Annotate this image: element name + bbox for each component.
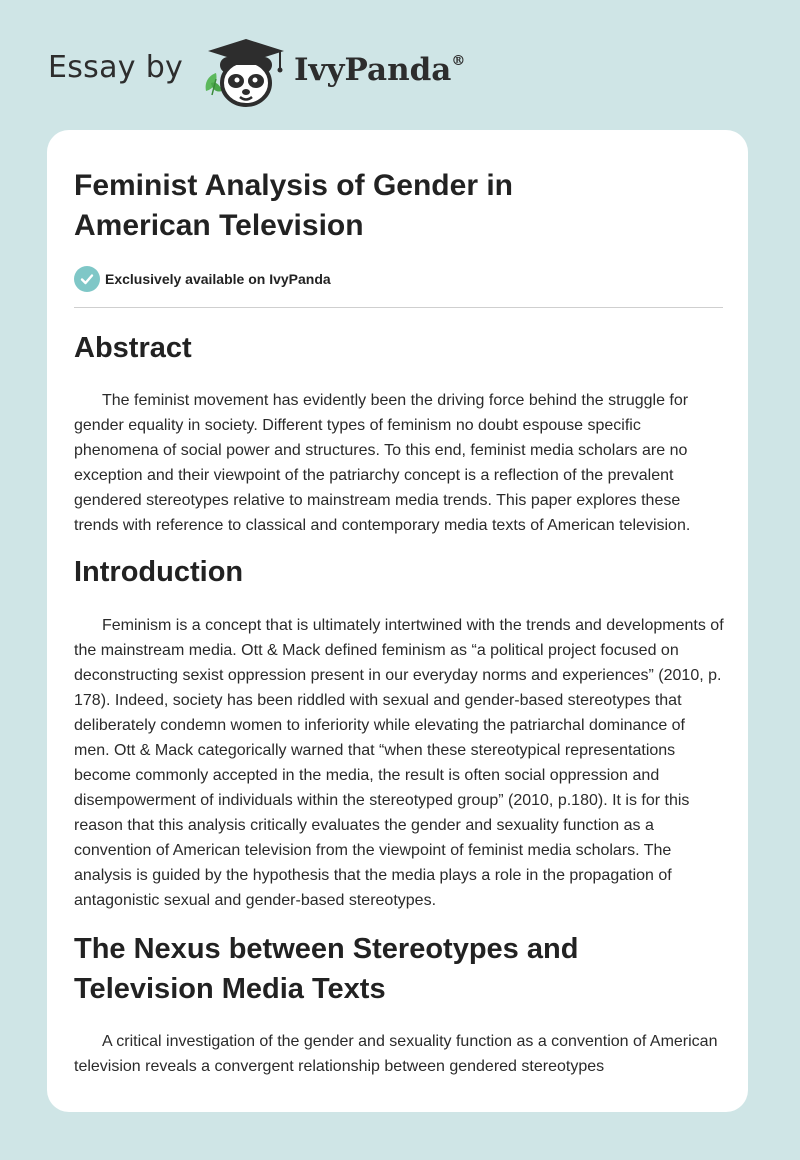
check-icon (74, 266, 100, 292)
section-paragraph-nexus: A critical investigation of the gender and sexuality function as a convention of American television reveals a convergent relationship between gendered stereotypes (74, 1033, 718, 1075)
essay-content (74, 166, 724, 1079)
exclusive-badge (74, 265, 724, 293)
site-header (0, 0, 800, 125)
badge-label: Exclusively available on IvyPanda (105, 271, 331, 287)
page-title: Feminist Analysis of Gender in American Television (74, 169, 513, 242)
section-paragraph-abstract: The feminist movement has evidently been the driving force behind the struggle for gender equality in society. Different types of feminism no doubt espouse specific phenomena of social power and structures. To this end, feminist media scholars are no exception and their viewpoint of the patriarchy concept is a reflection of the prevalent gendered stereotypes relative to mainstream media trends. This paper explores these trends with reference to classical and contemporary media texts of American television. (74, 392, 691, 534)
divider (74, 307, 723, 308)
section-heading-introduction: Introduction (74, 556, 244, 588)
panda-logo-icon (200, 35, 292, 111)
section-paragraph-introduction: Feminism is a concept that is ultimately intertwined with the trends and developments of the mainstream media. Ott & Mack defined feminism as “a political project focused on deconstructing sexist oppression present in our everyday norms and experiences” (2010, p. 178). Indeed, society has been riddled with sexual and gender-based stereotypes that deliberately condemn women to inferiority while elevating the patriarchal dominance of men. Ott & Mack categorically warned that “when these stereotypical representations become commonly accepted in the media, the result is often social oppression and disempowerment of individuals within the stereotyped group” (2010, p.180). It is for this reason that this analysis critically evaluates the gender and sexuality function as a convention of American television from the viewpoint of feminist media scholars. The analysis is guided by the hypothesis that the media plays a role in the propagation of antagonistic sexual and gender-based stereotypes. (74, 617, 724, 909)
brand-logo[interactable]: IvyPanda® (294, 52, 466, 88)
section-heading-abstract: Abstract (74, 332, 192, 364)
essay-by-label: Essay by (48, 50, 184, 85)
section-heading-nexus: The Nexus between Stereotypes and Television Media Texts (74, 933, 579, 1005)
essay-card (47, 130, 748, 1112)
